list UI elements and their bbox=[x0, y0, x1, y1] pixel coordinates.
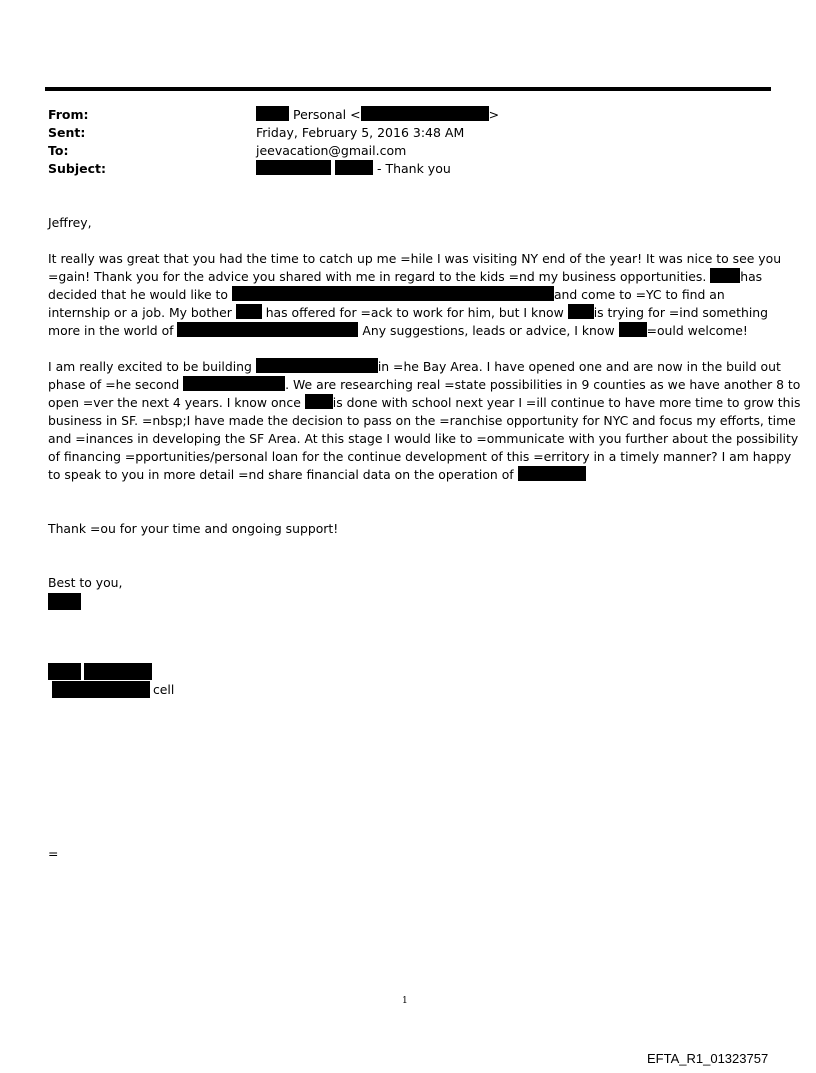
redaction bbox=[335, 160, 373, 175]
paragraph-line: It really was great that you had the time to catch up me =hile I was visiting NY end of the year! It was nice to see you bbox=[48, 251, 782, 266]
redaction bbox=[256, 160, 331, 175]
paragraph-line: more in the world of Any suggestions, leads or advice, I know =ould welcome! bbox=[48, 323, 748, 338]
signature-redaction bbox=[48, 593, 81, 610]
from-label: From: bbox=[48, 107, 89, 122]
paragraph-line: internship or a job. My bother has offered for =ack to work for him, but I know is trying for =ind something bbox=[48, 305, 768, 320]
redaction bbox=[256, 106, 289, 121]
redaction bbox=[256, 358, 378, 373]
paragraph-line: business in SF. =nbsp;I have made the decision to pass on the =ranchise opportunity for NYC and focus my efforts, time bbox=[48, 413, 796, 428]
paragraph-line: decided that he would like to and come to =YC to find an bbox=[48, 287, 725, 302]
paragraph-line: I am really excited to be building in =he Bay Area. I have opened one and are now in the build out bbox=[48, 359, 781, 374]
sent-value: Friday, February 5, 2016 3:48 AM bbox=[256, 125, 465, 140]
paragraph-2 bbox=[48, 358, 801, 486]
sent-label: Sent: bbox=[48, 125, 86, 140]
signature-name-redaction bbox=[48, 663, 81, 680]
subject-label: Subject: bbox=[48, 161, 106, 176]
redaction bbox=[232, 286, 554, 301]
subject-value: - Thank you bbox=[256, 160, 451, 178]
paragraph-line: open =ver the next 4 years. I know once is done with school next year I =ill continue to have more time to grow this bbox=[48, 395, 801, 410]
thanks-line: Thank =ou for your time and ongoing support! bbox=[48, 521, 339, 536]
document-id: EFTA_R1_01323757 bbox=[647, 1051, 769, 1066]
stray-equals: = bbox=[48, 846, 59, 861]
redaction bbox=[236, 304, 262, 319]
paragraph-1 bbox=[48, 250, 782, 342]
redaction bbox=[710, 268, 740, 283]
signature-name-redaction bbox=[84, 663, 152, 680]
greeting: Jeffrey, bbox=[48, 215, 92, 230]
redaction bbox=[177, 322, 358, 337]
phone-redaction bbox=[52, 681, 150, 698]
cell-label: cell bbox=[153, 682, 175, 697]
from-value: Personal < > bbox=[256, 106, 499, 124]
to-label: To: bbox=[48, 143, 69, 158]
header-rule bbox=[45, 87, 771, 91]
page-number: 1 bbox=[402, 996, 408, 1006]
redaction bbox=[361, 106, 489, 121]
paragraph-line: of financing =pportunities/personal loan for the continue development of this =erritory in a timely manner? I am happy bbox=[48, 449, 792, 464]
to-value: jeevacation@gmail.com bbox=[256, 143, 407, 158]
redaction bbox=[305, 394, 333, 409]
paragraph-line: =gain! Thank you for the advice you shared with me in regard to the kids =nd my business opportunities. has bbox=[48, 269, 763, 284]
closing-line: Best to you, bbox=[48, 575, 123, 590]
redaction bbox=[183, 376, 285, 391]
paragraph-line: and =inances in developing the SF Area. At this stage I would like to =ommunicate with you further about the possibility bbox=[48, 431, 799, 446]
redaction bbox=[619, 322, 647, 337]
redaction bbox=[518, 466, 586, 481]
paragraph-line: to speak to you in more detail =nd share financial data on the operation of bbox=[48, 466, 586, 484]
paragraph-line: phase of =he second . We are researching real =state possibilities in 9 counties as we have another 8 to bbox=[48, 377, 801, 392]
redaction bbox=[568, 304, 594, 319]
